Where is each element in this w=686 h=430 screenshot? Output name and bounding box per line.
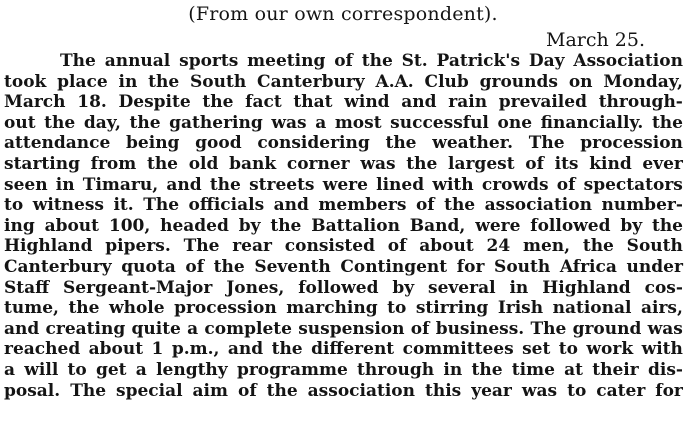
article-line: posal. The special aim of the association this year was to cater for [4, 380, 683, 401]
article-line: took place in the South Canterbury A.A. Club grounds on Monday, [4, 71, 683, 92]
article-line: and creating quite a complete suspension of business. The ground was [4, 318, 683, 339]
article-line: attendance being good considering the weather. The procession [4, 133, 683, 154]
article-line: The annual sports meeting of the St. Patrick's Day Association [60, 51, 683, 71]
byline: (From our own correspondent). [188, 3, 498, 25]
article-line: a will to get a lengthy programme through in the time at their dis- [4, 359, 683, 380]
article-line: reached about 1 p.m., and the different committees set to work with [4, 339, 683, 360]
dateline: March 25. [546, 29, 645, 51]
article-line: seen in Timaru, and the streets were lined with crowds of spectators [4, 174, 683, 195]
article-line: tume, the whole procession marching to stirring Irish national airs, [4, 298, 683, 319]
article-line: Staff Sergeant-Major Jones, followed by several in Highland cos- [4, 277, 683, 298]
article-line: starting from the old bank corner was the largest of its kind ever [4, 153, 683, 174]
article-line: Canterbury quota of the Seventh Contingent for South Africa under [4, 256, 683, 277]
article-line: ing about 100, headed by the Battalion Band, were followed by the [4, 215, 683, 236]
article-line: to witness it. The officials and members of the association number- [4, 195, 683, 216]
article-body [4, 51, 683, 401]
article-line: Highland pipers. The rear consisted of about 24 men, the South [4, 236, 683, 257]
article-line: out the day, the gathering was a most successful one financially. the [4, 112, 683, 133]
article-line: March 18. Despite the fact that wind and rain prevailed through- [4, 92, 683, 113]
